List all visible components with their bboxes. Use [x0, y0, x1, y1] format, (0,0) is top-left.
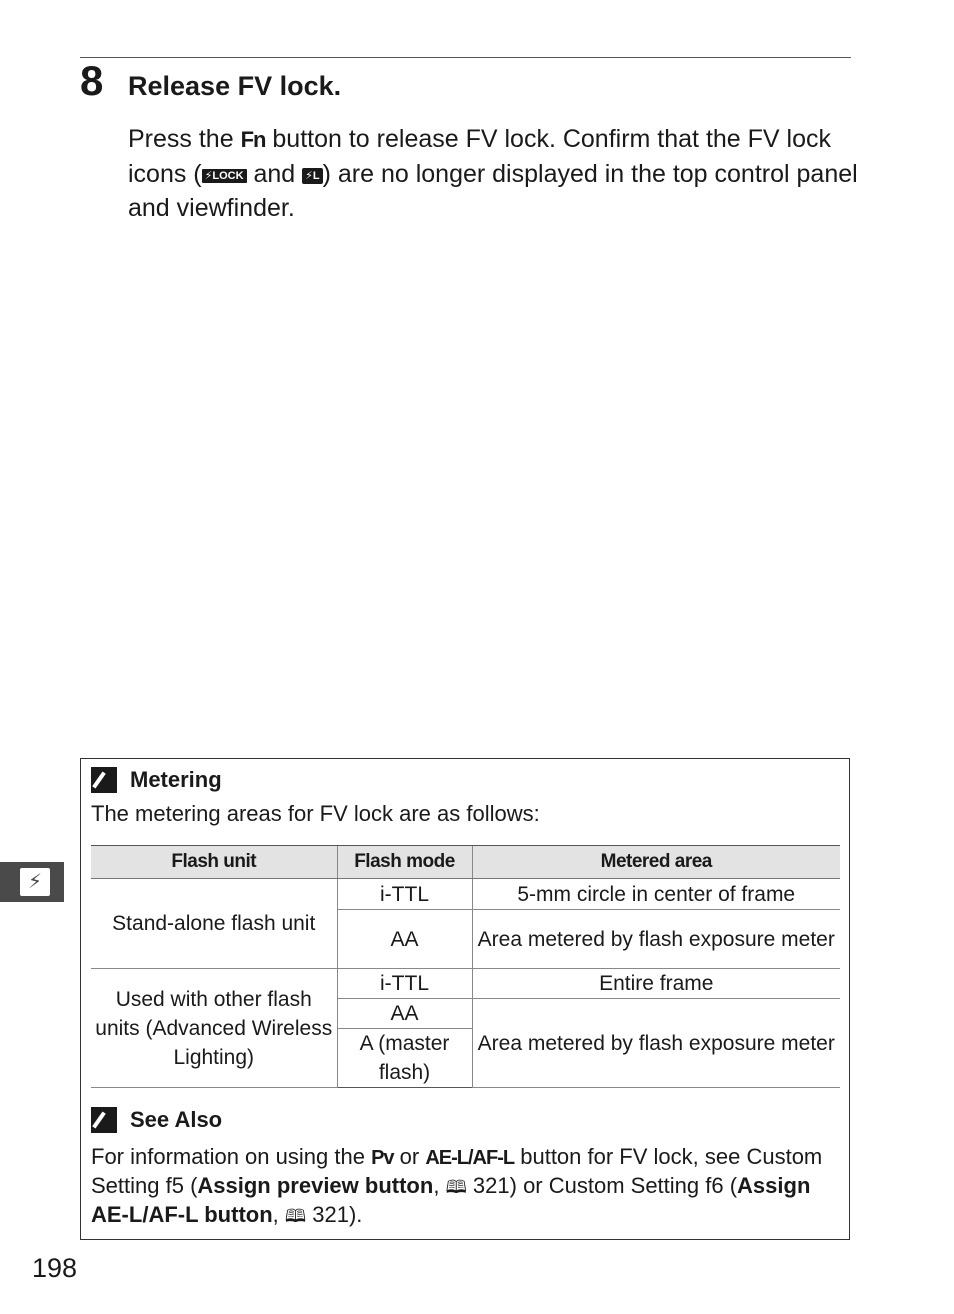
step-body — [128, 122, 858, 225]
step-number: 8 — [80, 57, 104, 104]
step-title: Release FV lock. — [128, 71, 342, 101]
flash-icon: ⚡ — [20, 868, 50, 896]
fn-button-label: Fn — [240, 127, 266, 152]
step-text: ) are no longer displayed in the top control panel and viewfinder. — [128, 160, 858, 222]
table-row — [91, 879, 840, 910]
note-pencil-icon — [91, 1107, 117, 1133]
metered-area-cell: Entire frame — [472, 969, 840, 999]
ael-button-label: AE-L/AF-L — [425, 1147, 515, 1169]
metered-area-cell: Area metered by flash exposure meter — [472, 910, 840, 969]
flash-mode-cell: A (master flash) — [337, 1029, 472, 1088]
metering-intro: The metering areas for FV lock are as follows: — [91, 801, 540, 826]
page-ref[interactable]: 321) or Custom Setting f6 ( — [472, 1173, 738, 1198]
chapter-tab — [0, 862, 64, 902]
column-header: Flash mode — [337, 846, 472, 879]
step-text: and — [253, 160, 296, 188]
metering-heading — [91, 767, 222, 793]
see-also-text: For information on using the Pv or AE-L/AF-L button for FV lock, see Custom Setting f5 (Assign preview button, 🕮 321) or Custom Setting f6 (Assign AE-L/AF-L button, 🕮 321). — [91, 1144, 823, 1227]
metered-area-cell: 5-mm circle in center of frame — [472, 879, 840, 910]
flash-unit-cell: Stand-alone flash unit — [91, 879, 337, 969]
pv-button-label: Pv — [371, 1147, 394, 1169]
top-rule — [80, 57, 851, 58]
flash-mode-cell: i-TTL — [337, 969, 472, 999]
metered-area-cell: Area metered by flash exposure meter — [472, 999, 840, 1088]
flash-mode-cell: i-TTL — [337, 879, 472, 910]
see-also-heading — [91, 1107, 222, 1133]
metering-table — [91, 845, 840, 1088]
table-header-row — [91, 846, 840, 879]
step-text: button to release FV lock. Confirm that the FV lock icons ( — [128, 125, 831, 188]
flash-unit-cell: Used with other flash units (Advanced Wireless Lighting) — [91, 969, 337, 1088]
fv-lock-icon: ⚡LOCK — [202, 169, 247, 183]
see-also-heading-text: See Also — [130, 1107, 223, 1132]
metering-heading-text: Metering — [130, 767, 222, 792]
table-row — [91, 969, 840, 999]
column-header: Flash unit — [91, 846, 337, 879]
book-icon: 🕮 — [284, 1206, 307, 1226]
note-box — [80, 758, 850, 1240]
step-text: Press the — [128, 125, 234, 153]
setting-name: Assign preview button — [197, 1173, 434, 1198]
book-icon: 🕮 — [445, 1177, 467, 1197]
setting-name: Assign AE-L/AF-L button — [91, 1173, 811, 1227]
page-ref[interactable]: 321). — [312, 1202, 363, 1227]
fv-lock-viewfinder-icon: ⚡L — [302, 168, 322, 184]
flash-mode-cell: AA — [337, 910, 472, 969]
column-header: Metered area — [472, 846, 840, 879]
note-pencil-icon — [91, 767, 117, 793]
flash-mode-cell: AA — [337, 999, 472, 1029]
page-number: 198 — [32, 1253, 78, 1283]
